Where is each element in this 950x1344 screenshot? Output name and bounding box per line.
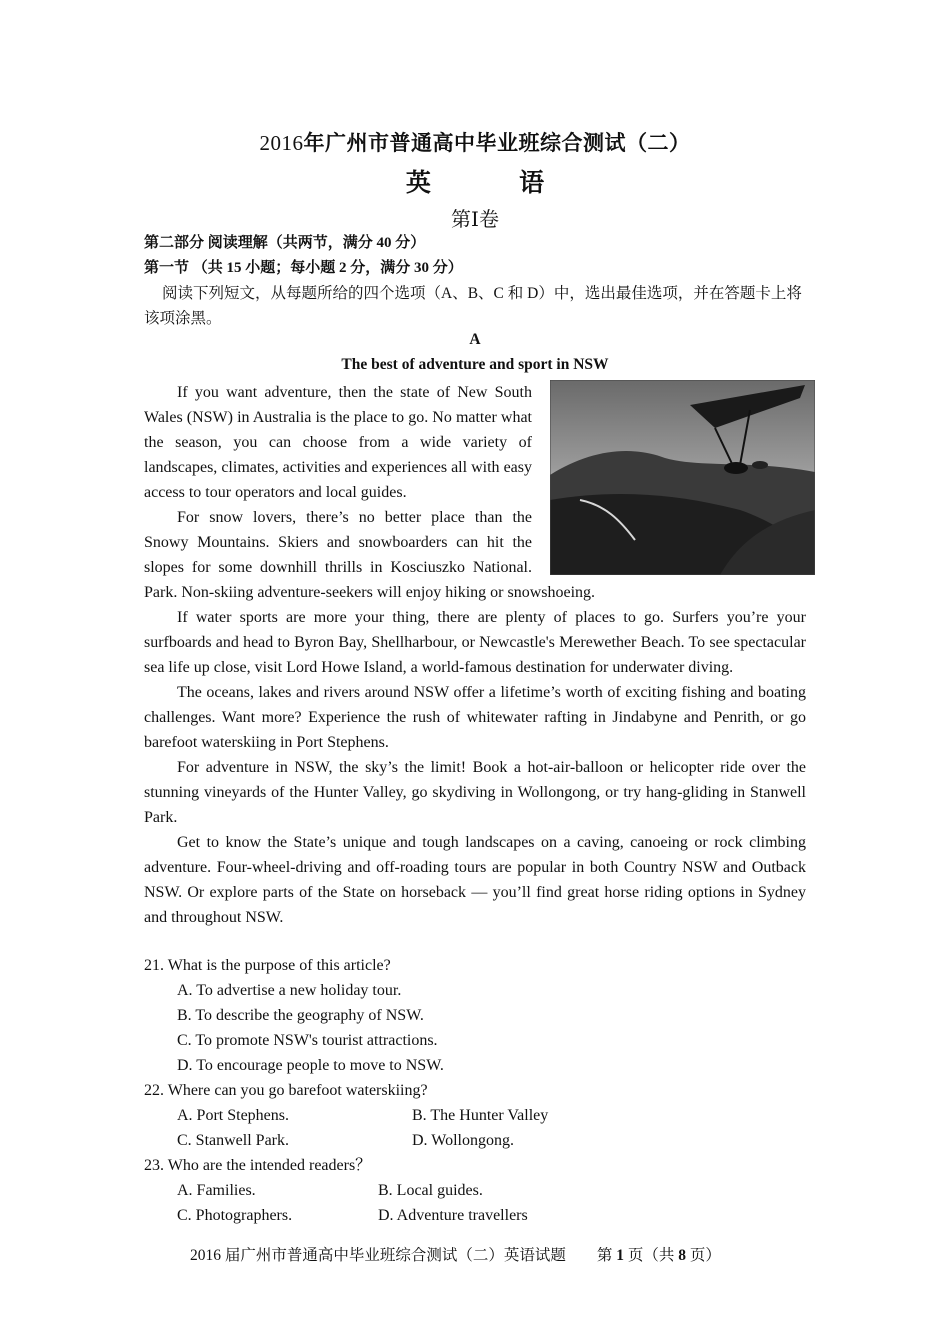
option-21c: C. To promote NSW's tourist attractions.: [177, 1032, 438, 1049]
option-22b: B. The Hunter Valley: [412, 1107, 549, 1124]
page-footer: [190, 1243, 721, 1265]
footer-page-prefix: 第: [596, 1247, 617, 1264]
option-22d: D. Wollongong.: [412, 1132, 514, 1149]
question-22: 22. Where can you go barefoot waterskiing?: [144, 1082, 428, 1099]
title-year: 2016: [259, 131, 304, 155]
options-22-row2: [144, 1128, 806, 1153]
passage-title: The best of adventure and sport in NSW: [341, 356, 609, 373]
paragraph-1: If you want adventure, then the state of New South Wales (NSW) in Australia is the place to go. No matter what the season, you can choose from a wide variety of landscapes, climates, activities and experiences all with easy access to tour operators and local guides.: [144, 384, 532, 501]
option-21d: D. To encourage people to move to NSW.: [177, 1057, 444, 1074]
option-23a: A. Families.: [177, 1182, 256, 1199]
footer-title: 2016 届广州市普通高中毕业班综合测试（二）英语试题: [190, 1247, 566, 1264]
title-text: 年广州市普通高中毕业班综合测试（二）: [303, 131, 691, 155]
options-23-row2: [144, 1203, 806, 1228]
option-23b: B. Local guides.: [378, 1182, 483, 1199]
option-21a: A. To advertise a new holiday tour.: [177, 982, 402, 999]
option-22c: C. Stanwell Park.: [177, 1132, 289, 1149]
question-21: 21. What is the purpose of this article?: [144, 957, 391, 974]
paragraph-3: If water sports are more your thing, there are plenty of places to go. Surfers you’re your surfboards and head to Byron Bay, Shellharbour, or Newcastle's Merewether Beach. To see spectacular sea life up close, visit Lord Howe Island, a world-famous destination for underwater diving.: [144, 609, 806, 676]
questions: [144, 953, 806, 1228]
footer-total-pages: 8: [678, 1247, 687, 1264]
passage-label: A: [469, 331, 481, 348]
paragraph-4: The oceans, lakes and rivers around NSW offer a lifetime’s worth of exciting fishing and boating challenges. Want more? Experience the rush of whitewater rafting in Jindabyne and Penrith, or go barefoot waterskiing in Port Stephens.: [144, 684, 806, 751]
paragraph-2: For snow lovers, there’s no better place than the Snowy Mountains. Skiers and snowboarders can hit the slopes for some downhill thrills in Kosciuszko National. Park. Non-skiing adventure-seekers will enjoy hiking or snowshoeing.: [144, 509, 596, 601]
footer-page-suffix: 页（共: [624, 1247, 679, 1264]
hang-glider-photo: [550, 380, 815, 575]
exam-title: [144, 127, 806, 157]
paragraph-5: For adventure in NSW, the sky’s the limit! Book a hot-air-balloon or helicopter ride over the stunning vineyards of the Hunter Valley, go skydiving in Wollongong, or try hang-gliding in Stanwell Park.: [144, 759, 806, 826]
footer-total-suffix: 页）: [686, 1247, 721, 1264]
question-23: 23. Who are the intended readers？: [144, 1157, 372, 1174]
option-23d: D. Adventure travellers: [378, 1207, 528, 1224]
paragraph-6: Get to know the State’s unique and tough landscapes on a caving, canoeing or rock climbing adventure. Four-wheel-driving and off-roading tours are popular in both Country NSW and Outback NSW. Or explore parts of the State on horseback — you’ll find great horse riding options in Sydney and throughout NSW.: [144, 834, 806, 926]
part-heading: 第二部分 阅读理解（共两节，满分 40 分）: [144, 235, 426, 251]
subsection-heading: 第一节 （共 15 小题；每小题 2 分，满分 30 分）: [144, 260, 463, 276]
options-22-row1: [144, 1103, 806, 1128]
option-23c: C. Photographers.: [177, 1207, 293, 1224]
footer-page-number: 1: [616, 1247, 625, 1264]
volume-title: 第Ⅰ卷: [451, 209, 499, 231]
options-23-row1: [144, 1178, 806, 1203]
option-21b: B. To describe the geography of NSW.: [177, 1007, 424, 1024]
passage-body: [144, 380, 806, 930]
option-22a: A. Port Stephens.: [177, 1107, 289, 1124]
subject-title: 英 语: [405, 170, 571, 197]
instructions: 阅读下列短文，从每题所给的四个选项（A、B、C 和 D）中，选出最佳选项，并在答题卡上将该项涂黑。: [144, 285, 802, 327]
